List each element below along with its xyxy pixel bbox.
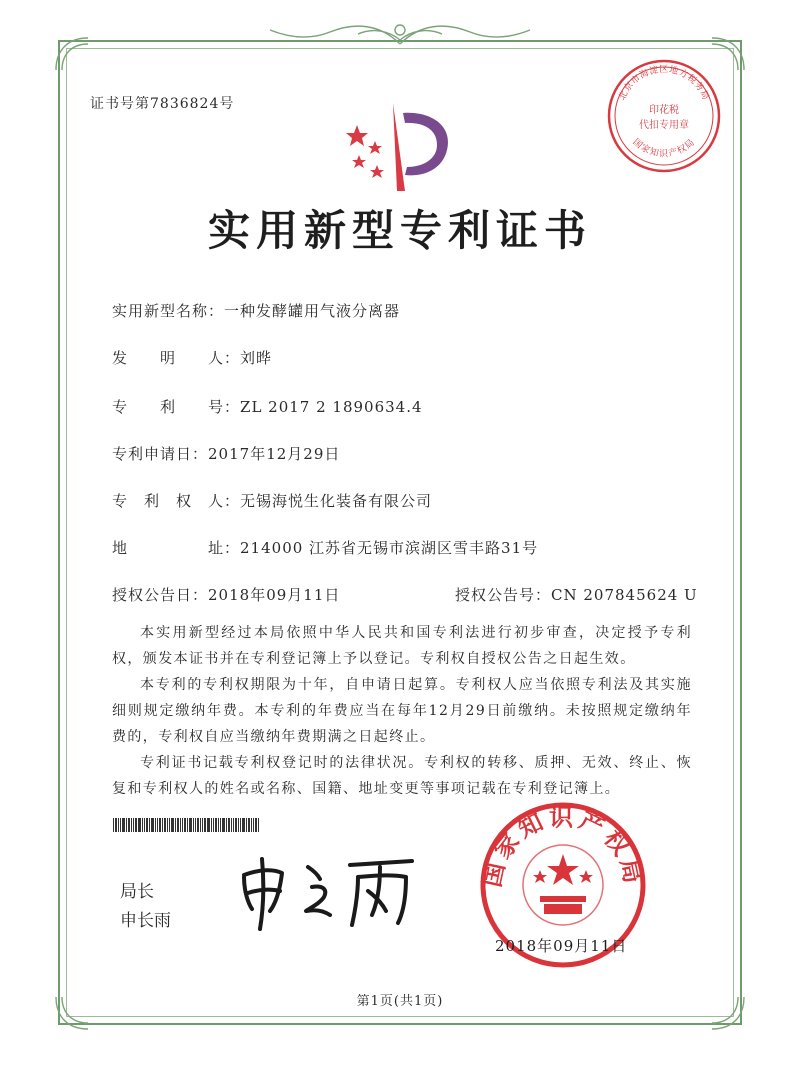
official-name: 申长雨 bbox=[120, 911, 171, 931]
barcode-bar bbox=[164, 818, 166, 832]
field-address bbox=[112, 537, 538, 558]
barcode-bar bbox=[246, 818, 247, 832]
field-label: 专利申请日： bbox=[112, 445, 209, 463]
barcode-bar bbox=[248, 818, 250, 832]
barcode-bar bbox=[149, 818, 150, 832]
barcode-bar bbox=[169, 818, 170, 832]
barcode-bar bbox=[184, 818, 186, 832]
barcode-bar bbox=[131, 818, 132, 832]
barcode-bar bbox=[233, 818, 234, 832]
barcode-bar bbox=[182, 818, 183, 832]
barcode-bar bbox=[187, 818, 188, 832]
field-label: 专 利 权 人： bbox=[112, 492, 241, 510]
certificate-body bbox=[112, 620, 692, 802]
certificate-number: 证书号第7836824号 bbox=[90, 96, 235, 112]
barcode-bar bbox=[242, 818, 245, 832]
tax-stamp-icon bbox=[606, 58, 722, 174]
barcode-bar bbox=[113, 818, 114, 832]
field-label: 地 址： bbox=[112, 539, 241, 557]
barcode-bar bbox=[204, 818, 206, 832]
official-title: 局长 bbox=[120, 882, 154, 902]
barcode-bar bbox=[218, 818, 219, 832]
field-label: 授权公告号： bbox=[455, 586, 552, 604]
barcode-bar bbox=[135, 818, 137, 832]
tax-stamp-ring-text: 北京市海淀区地方税务局 bbox=[617, 65, 711, 103]
barcode-bar bbox=[133, 818, 134, 832]
field-patentee bbox=[112, 490, 432, 511]
barcode-bar bbox=[162, 818, 163, 832]
svg-text:北京市海淀区地方税务局 bbox=[616, 63, 712, 102]
field-label: 发 明 人： bbox=[112, 349, 241, 367]
barcode-bar bbox=[120, 818, 121, 832]
field-grant-date bbox=[112, 584, 340, 605]
barcode-bar bbox=[193, 818, 194, 832]
barcode-bar bbox=[189, 818, 192, 832]
barcode bbox=[113, 818, 308, 832]
barcode-bar bbox=[228, 818, 230, 832]
barcode-bar bbox=[235, 818, 237, 832]
field-label: 授权公告日： bbox=[112, 586, 209, 604]
barcode-bar bbox=[220, 818, 221, 832]
barcode-bar bbox=[175, 818, 176, 832]
barcode-bar bbox=[211, 818, 212, 832]
field-grant-number bbox=[455, 584, 698, 605]
tax-stamp-bottom-text: 国家知识产权局 bbox=[630, 137, 698, 160]
field-label: 专 利 号： bbox=[112, 398, 241, 416]
field-utility-model-name bbox=[112, 300, 400, 321]
barcode-bar bbox=[126, 818, 127, 832]
field-patent-number bbox=[112, 396, 423, 417]
seal-text: 国家知识产权局 bbox=[478, 803, 648, 890]
barcode-bar bbox=[180, 818, 181, 832]
barcode-bar bbox=[157, 818, 158, 832]
tax-stamp-line1: 印花税 bbox=[649, 105, 679, 116]
barcode-bar bbox=[231, 818, 232, 832]
barcode-bar bbox=[122, 818, 125, 832]
field-inventor bbox=[112, 347, 272, 368]
barcode-bar bbox=[213, 818, 214, 832]
barcode-bar bbox=[238, 818, 239, 832]
barcode-bar bbox=[202, 818, 203, 832]
certificate-title: 实用新型专利证书 bbox=[207, 206, 592, 255]
patent-office-logo-icon bbox=[335, 95, 465, 195]
barcode-bar bbox=[226, 818, 227, 832]
body-paragraph: 本专利的专利权期限为十年，自申请日起算。专利权人应当依照专利法及其实施细则规定缴纳年费。本专利的年费应当在每年12月29日前缴纳。未按照规定缴纳年费的，专利权自应当缴纳年费期满之日起终止。 bbox=[112, 677, 692, 745]
svg-text:国家知识产权局 bbox=[631, 137, 698, 160]
signature-icon bbox=[230, 845, 420, 935]
barcode-bar bbox=[144, 818, 145, 832]
barcode-bar bbox=[155, 818, 156, 832]
barcode-bar bbox=[253, 818, 254, 832]
barcode-bar bbox=[146, 818, 148, 832]
field-value: 2018年09月11日 bbox=[208, 586, 341, 604]
barcode-bar bbox=[171, 818, 174, 832]
barcode-bar bbox=[118, 818, 119, 832]
barcode-bar bbox=[159, 818, 161, 832]
field-value: 刘晔 bbox=[240, 349, 273, 367]
field-value: CN 207845624 U bbox=[551, 586, 698, 604]
top-ornament-icon bbox=[260, 18, 540, 46]
barcode-bar bbox=[115, 818, 117, 832]
field-value: 214000 江苏省无锡市滨湖区雪丰路31号 bbox=[240, 539, 539, 557]
barcode-bar bbox=[258, 818, 259, 832]
barcode-bar bbox=[151, 818, 154, 832]
barcode-bar bbox=[255, 818, 257, 832]
barcode-bar bbox=[200, 818, 201, 832]
body-paragraph: 专利证书记载专利权登记时的法律状况。专利权的转移、质押、无效、终止、恢复和专利权人的姓名或名称、国籍、地址变更等事项记载在专利登记簿上。 bbox=[112, 755, 692, 797]
field-label: 实用新型名称： bbox=[112, 302, 225, 320]
barcode-bar bbox=[222, 818, 225, 832]
barcode-bar bbox=[138, 818, 141, 832]
tax-stamp-line2: 代扣专用章 bbox=[639, 120, 689, 131]
field-value: 2017年12月29日 bbox=[208, 445, 341, 463]
barcode-bar bbox=[251, 818, 252, 832]
page-footer: 第1页(共1页) bbox=[356, 994, 444, 1009]
field-value: ZL 2017 2 1890634.4 bbox=[240, 398, 423, 416]
seal-date: 2018年09月11日 bbox=[495, 937, 628, 955]
field-filing-date bbox=[112, 443, 340, 464]
barcode-bar bbox=[207, 818, 210, 832]
barcode-bar bbox=[177, 818, 179, 832]
barcode-bar bbox=[128, 818, 130, 832]
barcode-bar bbox=[240, 818, 241, 832]
barcode-bar bbox=[167, 818, 168, 832]
barcode-bar bbox=[142, 818, 143, 832]
barcode-bar bbox=[197, 818, 199, 832]
barcode-bar bbox=[195, 818, 196, 832]
barcode-bar bbox=[215, 818, 217, 832]
field-value: 无锡海悦生化装备有限公司 bbox=[240, 492, 433, 510]
field-value: 一种发酵罐用气液分离器 bbox=[224, 302, 401, 320]
body-paragraph: 本实用新型经过本局依照中华人民共和国专利法进行初步审查，决定授予专利权，颁发本证书并在专利登记簿上予以登记。专利权自授权公告之日起生效。 bbox=[112, 625, 692, 667]
corner-ornament-icon bbox=[52, 34, 92, 74]
